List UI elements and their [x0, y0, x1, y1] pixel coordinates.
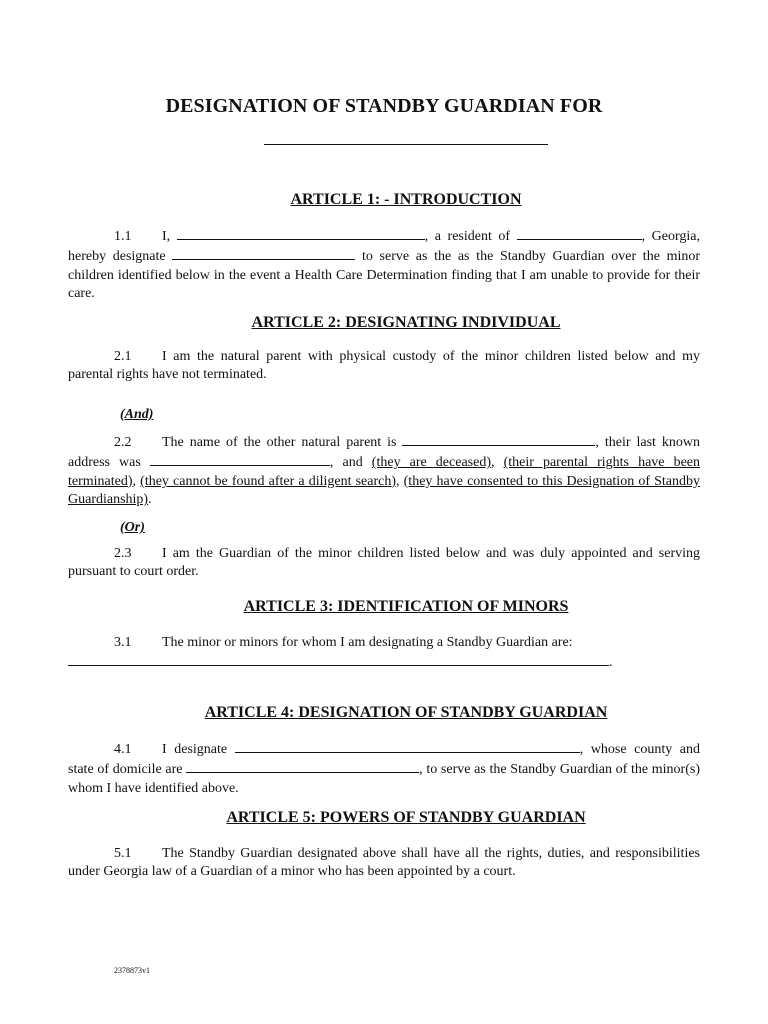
and-label: (And): [120, 407, 154, 422]
guardian-blank: [172, 246, 355, 260]
article-4-heading: ARTICLE 4: DESIGNATION OF STANDBY GUARDIAN: [204, 704, 608, 721]
paragraph-number: 5.1: [114, 846, 132, 861]
article-2-heading: ARTICLE 2: DESIGNATING INDIVIDUAL: [251, 314, 561, 331]
document-code: 2378873v1: [114, 966, 150, 975]
paragraph-number: 2.3: [114, 546, 132, 561]
paragraph-1-1: 1.1 I, , a resident of , Georgia, hereby designate to serve as the as the Standby Guardian over the minor children identified below in the event a Health Care Determination finding that I am unable to provide for their care.: [68, 226, 700, 304]
standby-guardian-blank: [235, 739, 580, 753]
paragraph-number: 4.1: [114, 742, 132, 757]
county-blank: [517, 226, 642, 240]
paragraph-number: 2.2: [114, 435, 132, 450]
name-blank: [177, 226, 425, 240]
article-5-heading: ARTICLE 5: POWERS OF STANDBY GUARDIAN: [226, 809, 586, 826]
other-parent-blank: [402, 432, 595, 446]
paragraph-2-1: 2.1 I am the natural parent with physical custody of the minor children listed below and my parental rights have not terminated.: [68, 349, 700, 383]
domicile-blank: [186, 759, 419, 773]
document-title: DESIGNATION OF STANDBY GUARDIAN FOR: [165, 95, 603, 117]
option-rights-terminated: (their parental rights have been terminated): [68, 455, 701, 489]
paragraph-number: 3.1: [114, 635, 132, 650]
paragraph-2-2: 2.2 The name of the other natural parent is , their last known address was , and (they are deceased), (their parental rights have been terminated), (they cannot be found after a diligent search), (they have consented to this Designation of Standby Guardianship).: [68, 432, 700, 510]
paragraph-4-1: 4.1 I designate , whose county and state of domicile are , to serve as the Standby Guardian of the minor(s) whom I have identified above.: [68, 739, 700, 798]
title-name-blank: [264, 144, 548, 145]
option-consented: (they have consented to this Designation of Standby Guardianship): [68, 473, 700, 508]
or-label: (Or): [120, 520, 145, 535]
article-3-heading: ARTICLE 3: IDENTIFICATION OF MINORS: [243, 598, 569, 615]
address-blank: [150, 452, 330, 466]
minors-blank: [68, 652, 609, 666]
paragraph-5-1: 5.1 The Standby Guardian designated above shall have all the rights, duties, and responsibilities under Georgia law of a Guardian of a minor who has been appointed by a court.: [68, 846, 700, 880]
option-cannot-be-found: (they cannot be found after a diligent search): [140, 473, 397, 489]
paragraph-2-3: 2.3 I am the Guardian of the minor children listed below and was duly appointed and serving pursuant to court order.: [68, 546, 700, 580]
paragraph-number: 2.1: [114, 349, 132, 364]
paragraph-3-1: 3.1 The minor or minors for whom I am designating a Standby Guardian are: .: [68, 634, 700, 673]
option-deceased: (they are deceased): [371, 455, 491, 471]
article-1-heading: ARTICLE 1: - INTRODUCTION: [290, 191, 522, 208]
paragraph-number: 1.1: [114, 229, 132, 244]
